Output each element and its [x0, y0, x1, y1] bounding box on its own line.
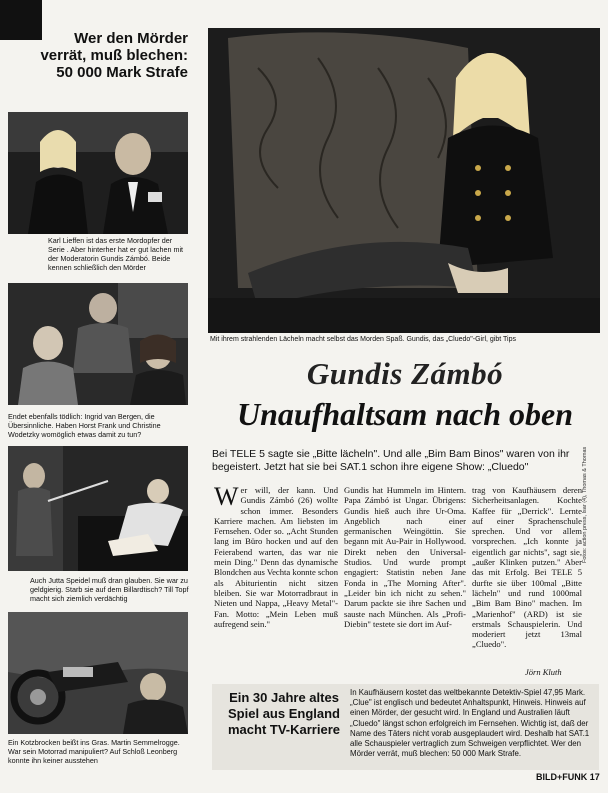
column-2-text: Gundis hat Hummeln im Hintern. Papa Zámbó ist Ungar. Übrigens: Gundis hieß auch ihre Ur-Oma. Angeblich nach einer germanischen Weingöttin. Sie begann mit Au-Pair in Hollywood. Direkt neben den Universal-Studios. Und wurde prompt engagiert: Statistin neben Jane Fonda in „The Morning After". „Leider bin ich nicht zu sehen." Darum packte sie ihre Sachen und sauste nach München. Als „Profi-Diebin" testete sie dort im Auf-	[344, 485, 466, 629]
caption-lieffen: Karl Lieffen ist das erste Mordopfer der Serie . Aber hinterher hat er gut lachen mit der Moderatorin Gundis Zámbó. Beide kennen schließlich den Mörder	[48, 236, 184, 272]
article-column-3	[472, 485, 582, 650]
article-title-name: Gundis Zámbó	[306, 356, 504, 391]
photo-credit: Fotos: action press, Isar (4), Thomas & Thomas	[582, 446, 588, 563]
author-signature: Jörn Kluth	[525, 667, 562, 677]
photo-jutta-speidel	[8, 446, 188, 571]
column-1-text: er will, der kann. Und Gundis Zámbó (26) wollte schon immer. Besonders Karriere machen. Am liebsten im Fernsehen. Oder so. „Acht Stunden lang im Büro hocken und auf den Feierabend warten, das war nie mein Ding." Denn das dynamische Blondchen aus Vechta konnte schon als Abiturientin nicht sitzen bleiben. Sie war Motorradbraut in Nieten und Nappa, „Heavy Metal"-Fan. Motto: „Mein Leben muß aufregend sein."	[214, 485, 338, 629]
photo-lieffen-zambo	[8, 112, 188, 234]
photo-van-bergen-frank-wodetzky	[8, 283, 188, 405]
photo-gundis-main	[208, 28, 600, 333]
article-deck: Bei TELE 5 sagte sie „Bitte lächeln". Und alle „Bim Bam Binos" waren von ihr begeistert. Jetzt hat sie bei SAT.1 schon ihre eigene Show: „Cluedo"	[212, 448, 570, 473]
article-title-main: Unaufhaltsam nach oben	[236, 396, 574, 432]
caption-speidel: Auch Jutta Speidel muß dran glauben. Sie war zu geldgierig. Starb sie auf dem Billardtisch? Till Topf macht sich ziemlich verdächtig	[30, 576, 189, 603]
infobox-text: In Kaufhäusern kostet das weltbekannte Detektiv-Spiel 47,95 Mark. „Clue" ist englisch und bedeutet Anhaltspunkt, Hinweis. Hinweis auf einen Mörder, der gesucht wird. In England und Australien läuft „Cluedo" längst schon erfolgreich im Fernsehen. Wichtig ist, daß der Name des Täters nicht vorab ausgeplaudert wird. Deshalb hat SAT.1 alle Schauspieler vertraglich zum Schweigen verpflichtet. Wer den Mörder verrät, muß blechen: 50 000 Mark Strafe.	[350, 688, 590, 759]
photo-semmelrogge	[8, 612, 188, 734]
article-column-2	[344, 485, 466, 629]
page-footer: BILD+FUNK 17	[536, 772, 600, 782]
infobox-headline: Ein 30 Jahre altes Spiel aus England macht TV-Karriere	[228, 690, 340, 737]
caption-van-bergen: Endet ebenfalls tödlich: Ingrid van Bergen, die Übersinnliche. Haben Horst Frank und Christine Wodetzky womöglich etwas damit zu tun?	[8, 412, 161, 439]
column-3-text: trag von Kaufhäusern deren Sicherheitsanlagen. Kochte Kaffee für „Derrick". Lernte auf einer Sprachenschule sprechen. Und vor allem vorsprechen. „Ich konnte ja eigentlich gar nichts", sagt sie, „außer Klinken putzen." Aber das mit Erfolg. Bei TELE 5 durfte sie über 100mal „Bitte lächeln" und rund 1000mal „Bim Bam Bino" machen. Im „Marienhof" (ARD) ist sie erstmals Schauspielerin. Und moderiert jetzt 13mal „Cluedo".	[472, 485, 582, 650]
caption-semmelrogge: Ein Kotzbrocken beißt ins Gras. Martin Semmelrogge. War sein Motorrad manipuliert? Auf Schloß Leonberg konnte ihn keiner ausstehen	[8, 738, 180, 765]
drop-cap: W	[214, 482, 239, 511]
article-column-1	[214, 482, 338, 629]
caption-main-photo: Mit ihrem strahlenden Lächeln macht selbst das Morden Spaß. Gundis, das „Cluedo"-Girl, gibt Tips	[210, 336, 516, 343]
sidebar-headline: Wer den Mörder verrät, muß blechen: 50 000 Mark Strafe	[40, 30, 188, 81]
